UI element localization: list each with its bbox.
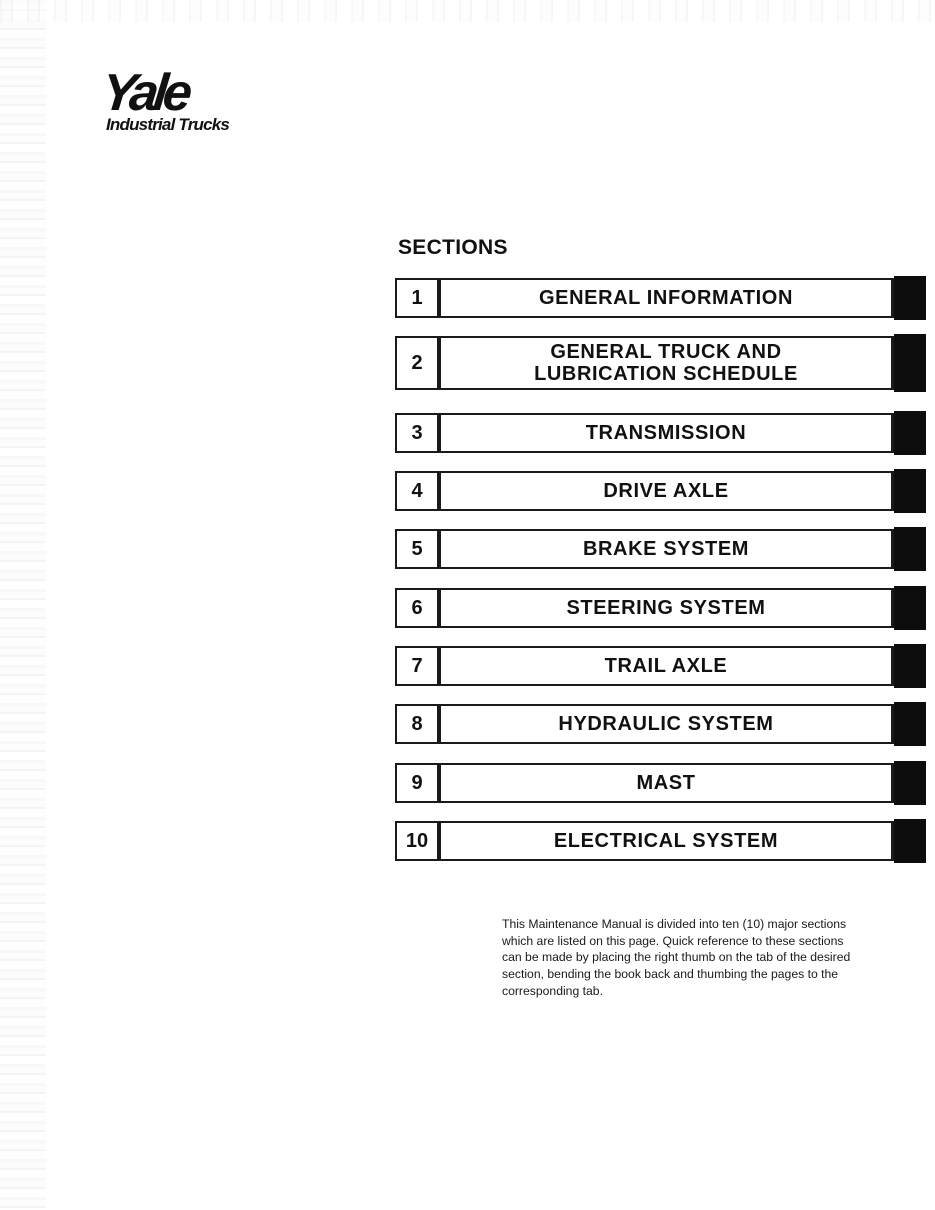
section-title — [439, 336, 894, 390]
section-title: MAST — [439, 763, 894, 803]
section-title: DRIVE AXLE — [439, 471, 894, 511]
section-tab[interactable] — [894, 644, 926, 688]
section-row-4[interactable] — [395, 471, 926, 511]
section-tab[interactable] — [894, 819, 926, 863]
section-tab[interactable] — [894, 761, 926, 805]
scan-top-artifact — [0, 0, 935, 22]
section-row-10[interactable] — [395, 821, 926, 861]
section-tab[interactable] — [894, 334, 926, 392]
note-line: This Maintenance Manual is divided into ten (10) major sections — [502, 917, 847, 931]
section-title-text: GENERAL TRUCK AND LUBRICATION SCHEDULE — [534, 341, 798, 385]
section-number: 9 — [395, 763, 439, 803]
manual-note — [502, 916, 874, 1000]
section-tab[interactable] — [894, 702, 926, 746]
section-number: 3 — [395, 413, 439, 453]
section-title: GENERAL INFORMATION — [439, 278, 894, 318]
section-title: HYDRAULIC SYSTEM — [439, 704, 894, 744]
section-number: 6 — [395, 588, 439, 628]
note-line: corresponding tab. — [502, 983, 603, 998]
section-row-8[interactable] — [395, 704, 926, 744]
scan-edge-artifact — [0, 0, 46, 1210]
yale-logo — [98, 64, 230, 134]
section-number: 10 — [395, 821, 439, 861]
section-row-2[interactable] — [395, 336, 926, 390]
note-line: can be made by placing the right thumb on the tab of the desired — [502, 950, 851, 965]
section-number: 1 — [395, 278, 439, 318]
section-tab[interactable] — [894, 586, 926, 630]
section-row-5[interactable] — [395, 529, 926, 569]
note-line: which are listed on this page. Quick reference to these sections — [502, 933, 844, 948]
section-tab[interactable] — [894, 411, 926, 455]
section-row-6[interactable] — [395, 588, 926, 628]
section-tab[interactable] — [894, 276, 926, 320]
section-number: 4 — [395, 471, 439, 511]
section-row-7[interactable] — [395, 646, 926, 686]
section-tab[interactable] — [894, 527, 926, 571]
section-title: ELECTRICAL SYSTEM — [439, 821, 894, 861]
section-number: 8 — [395, 704, 439, 744]
section-title: TRANSMISSION — [439, 413, 894, 453]
section-number: 7 — [395, 646, 439, 686]
section-tab[interactable] — [894, 469, 926, 513]
logo-brand: Yale — [98, 64, 191, 122]
logo-tagline: Industrial Trucks — [106, 115, 230, 134]
section-title: BRAKE SYSTEM — [439, 529, 894, 569]
section-row-9[interactable] — [395, 763, 926, 803]
section-title: TRAIL AXLE — [439, 646, 894, 686]
section-title: STEERING SYSTEM — [439, 588, 894, 628]
section-number: 2 — [395, 336, 439, 390]
section-row-3[interactable] — [395, 413, 926, 453]
section-number: 5 — [395, 529, 439, 569]
note-line: section, bending the book back and thumbing the pages to the — [502, 967, 839, 982]
section-row-1[interactable] — [395, 278, 926, 318]
sections-heading: SECTIONS — [398, 236, 508, 259]
